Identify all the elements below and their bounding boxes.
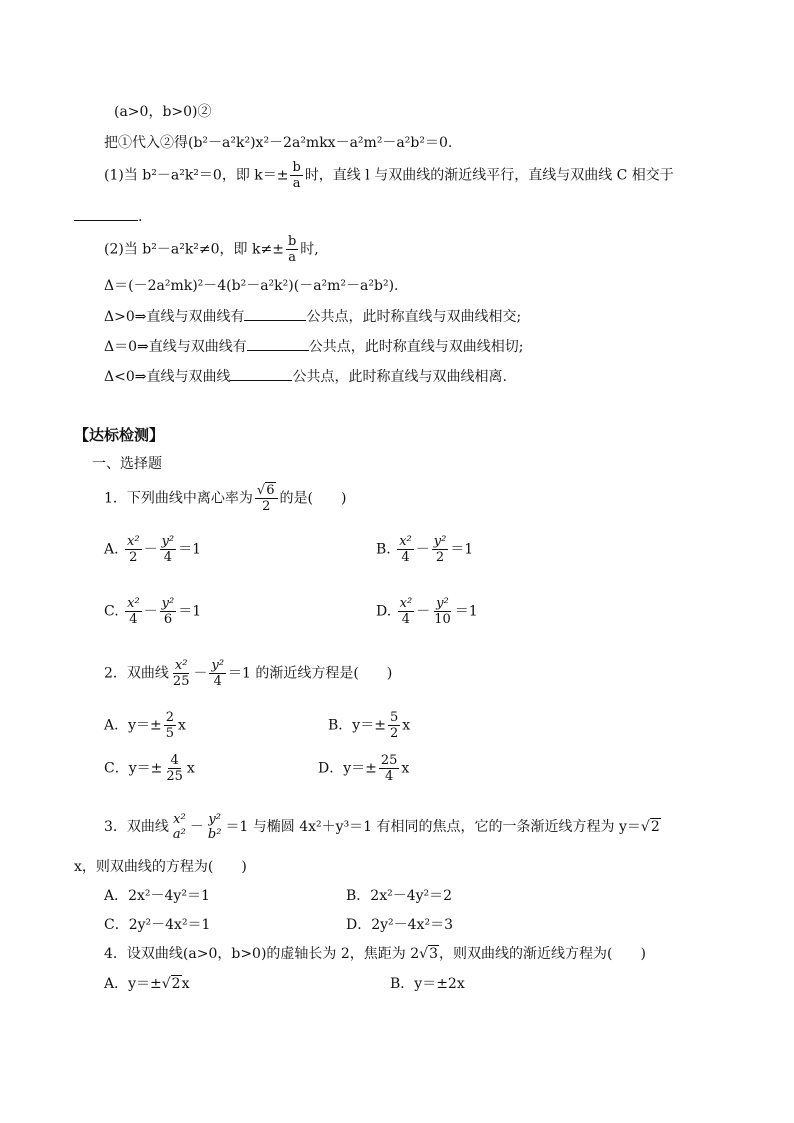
q4-stem [104, 944, 646, 964]
answer-blank-1[interactable] [74, 206, 138, 221]
delta-pos-post: 公共点，此时称直线与双曲线相交; [306, 309, 522, 325]
q1-option-d[interactable] [376, 596, 478, 627]
case2-fraction [286, 234, 298, 265]
q3-option-b[interactable]: B．2x²－4y²＝2 [346, 888, 453, 904]
q1-b-frac1 [397, 534, 414, 565]
q2-frac1 [171, 658, 192, 689]
q3-frac2 [206, 812, 224, 842]
case2-line [104, 234, 319, 265]
sqrt-icon: √2 [640, 819, 660, 835]
sqrt-icon: √6 [256, 483, 275, 498]
q1-option-a[interactable] [104, 534, 201, 565]
q3-stem-pre: 3．双曲线 [104, 819, 169, 835]
q1-a-frac1 [125, 534, 142, 565]
q2-d-num: 25 [380, 753, 398, 768]
q2-d-den: 4 [385, 769, 394, 784]
delta-zero-line [104, 336, 523, 357]
q1-d-x2: x² [399, 596, 413, 611]
q2-c-x: x [186, 760, 195, 777]
q2-a-num: 2 [165, 710, 175, 725]
q2-option-d[interactable] [318, 753, 409, 784]
delta-zero-pre: Δ＝0⇒直线与双曲线有 [104, 339, 247, 355]
q1-d-frac2 [432, 596, 453, 627]
q4-option-b[interactable]: B．y＝±2x [390, 976, 465, 992]
q3-option-c[interactable]: C．2y²－4x²＝1 [104, 917, 211, 933]
q1-c-eq: ＝1 [178, 603, 202, 620]
q1-b-eq: ＝1 [450, 541, 474, 558]
q3-option-a[interactable]: A．2x²－4y²＝1 [104, 888, 210, 904]
q1-b-x2: x² [399, 534, 412, 549]
delta-neg-post: 公共点，此时称直线与双曲线相离. [292, 369, 507, 385]
q2-stem-pre: 2．双曲线 [104, 665, 169, 682]
case2-pre: (2)当 b²－a²k²≠0，即 k≠± [104, 241, 284, 258]
case1-blank-line [74, 206, 142, 227]
q1-a-x2: x² [127, 534, 140, 549]
q2-stem-post: ＝1 的渐近线方程是( ) [228, 665, 393, 682]
q4-option-a-label: A．y＝± [104, 976, 162, 992]
answer-blank-4[interactable] [230, 366, 292, 381]
q1-radicand: 6 [266, 483, 275, 498]
condition-line: (a>0，b>0)② [114, 104, 212, 120]
q1-d-d1: 4 [401, 612, 411, 627]
q2-a-x: x [178, 717, 186, 734]
q2-a-den: 5 [165, 726, 175, 741]
q2-option-d-label: D．y＝± [318, 760, 377, 777]
q1-stem-post: 的是( ) [279, 490, 347, 507]
case2-post: 时, [300, 241, 319, 258]
q1-c-minus: － [143, 603, 158, 620]
sqrt-icon: √2 [161, 976, 181, 992]
q2-d-frac [379, 753, 400, 784]
q2-c-num: 4 [170, 753, 179, 768]
q3-option-d[interactable]: D．2y²－4x²＝3 [346, 917, 453, 933]
q1-d-y2: y² [436, 596, 449, 611]
q1-den: 2 [262, 499, 271, 514]
q1-option-b[interactable] [376, 534, 473, 565]
q2-b-num: 5 [389, 710, 399, 725]
q1-c-frac1 [125, 596, 142, 627]
q4-option-a[interactable] [104, 974, 190, 994]
q4-stem-post: ，则双曲线的渐近线方程为( ) [438, 946, 646, 962]
delta-zero-post: 公共点，此时称直线与双曲线相切; [308, 339, 524, 355]
q1-b-y2: y² [433, 534, 447, 549]
q1-a-d2: 4 [163, 550, 172, 565]
q4-a-x: x [181, 976, 190, 992]
q1-d-frac1 [398, 596, 415, 627]
case1-pre: (1)当 b²－a²k²＝0，即 k＝± [104, 167, 289, 184]
q2-a-frac [164, 710, 176, 741]
q2-option-a-label: A．y＝± [104, 717, 162, 734]
q4-stem-pre: 4．设双曲线(a>0，b>0)的虚轴长为 2，焦距为 2 [104, 946, 420, 962]
q1-a-frac2 [160, 534, 177, 565]
sqrt-icon: √3 [419, 946, 438, 962]
q1-b-minus: － [415, 541, 430, 558]
section-title: 【达标检测】 [74, 426, 165, 444]
q1-c-y2: y² [161, 596, 175, 611]
q1-stem [104, 483, 346, 514]
delta-line: Δ＝(－2a²mk)²－4(b²－a²k²)(－a²m²－a²b²). [104, 278, 399, 294]
q2-b-frac [388, 710, 400, 741]
case2-num: b [287, 234, 297, 249]
q1-c-frac2 [160, 596, 177, 627]
q2-option-c[interactable] [104, 753, 195, 784]
q1-eccentricity-fraction [255, 483, 278, 514]
q1-a-d1: 2 [129, 550, 138, 565]
q3-radicand: 2 [650, 819, 660, 835]
delta-neg-pre: Δ<0⇒直线与双曲线 [104, 369, 231, 385]
q2-d2: 4 [213, 674, 222, 689]
q1-b-d2: 2 [435, 550, 445, 565]
q1-d-eq: ＝1 [454, 603, 478, 620]
q2-d1: 25 [172, 674, 190, 689]
q1-b-frac2 [432, 534, 449, 565]
q2-b-x: x [402, 717, 411, 734]
case1-line [104, 160, 674, 191]
q1-option-c-label: C. [104, 603, 119, 620]
answer-blank-2[interactable] [244, 306, 306, 321]
case1-num: b [292, 160, 301, 175]
delta-neg-line [104, 366, 507, 387]
q4-radicand: 3 [429, 946, 438, 962]
q2-stem [104, 658, 392, 689]
q2-frac2 [209, 658, 226, 689]
q2-option-a[interactable] [104, 710, 186, 741]
q4-a-radicand: 2 [171, 976, 181, 992]
case1-den: a [292, 176, 301, 191]
q1-a-eq: ＝1 [178, 541, 202, 558]
case1-post: 时，直线 l 与双曲线的渐近线平行，直线与双曲线 C 相交于 [304, 167, 674, 184]
q1-c-d2: 6 [163, 612, 173, 627]
q3-num2: y² [208, 812, 221, 827]
substitution-line: 把①代入②得(b²－a²k²)x²－2a²mkx－a²m²－a²b²＝0. [104, 135, 453, 151]
q2-c-den: 25 [166, 769, 183, 784]
q2-x2: x² [174, 658, 188, 673]
q1-option-b-label: B. [376, 541, 391, 558]
q3-den2: b² [207, 827, 222, 842]
q1-c-d1: 4 [129, 612, 138, 627]
q3-frac1 [171, 812, 188, 842]
q1-d-d2: 10 [434, 612, 451, 627]
q3-num1: x² [173, 812, 186, 827]
q1-option-a-label: A. [104, 541, 119, 558]
q3-den1: a² [172, 827, 186, 842]
q2-option-c-label: C．y＝± [104, 760, 163, 777]
q3-stem-mid: ＝1 与椭圆 4x²＋y³＝1 有相同的焦点，它的一条渐近线方程为 y＝ [225, 819, 641, 835]
q1-b-d1: 4 [401, 550, 410, 565]
q2-c-frac [164, 753, 185, 784]
q1-option-d-label: D. [376, 603, 392, 620]
q1-option-c[interactable] [104, 596, 201, 627]
q1-c-x2: x² [127, 596, 140, 611]
delta-pos-pre: Δ>0⇒直线与双曲线有 [104, 309, 245, 325]
part-title: 一、选择题 [92, 456, 162, 472]
q2-b-den: 2 [389, 726, 399, 741]
q2-option-b[interactable] [328, 710, 410, 741]
q2-y2: y² [211, 658, 225, 673]
q1-a-minus: － [143, 541, 158, 558]
q3-stem-line2: x，则双曲线的方程为( ) [74, 859, 247, 875]
case1-end: . [138, 209, 143, 225]
q1-a-y2: y² [161, 534, 175, 549]
case2-den: a [288, 250, 296, 265]
delta-pos-line [104, 306, 521, 327]
q3-stem [104, 812, 661, 842]
q1-d-minus: － [416, 603, 431, 620]
case1-fraction [290, 160, 302, 191]
q3-minus: － [189, 819, 204, 835]
q2-minus: － [193, 665, 208, 682]
q2-d-x: x [401, 760, 410, 777]
q1-stem-pre: 1．下列曲线中离心率为 [104, 490, 253, 507]
answer-blank-3[interactable] [247, 336, 309, 351]
q2-option-b-label: B．y＝± [328, 717, 386, 734]
